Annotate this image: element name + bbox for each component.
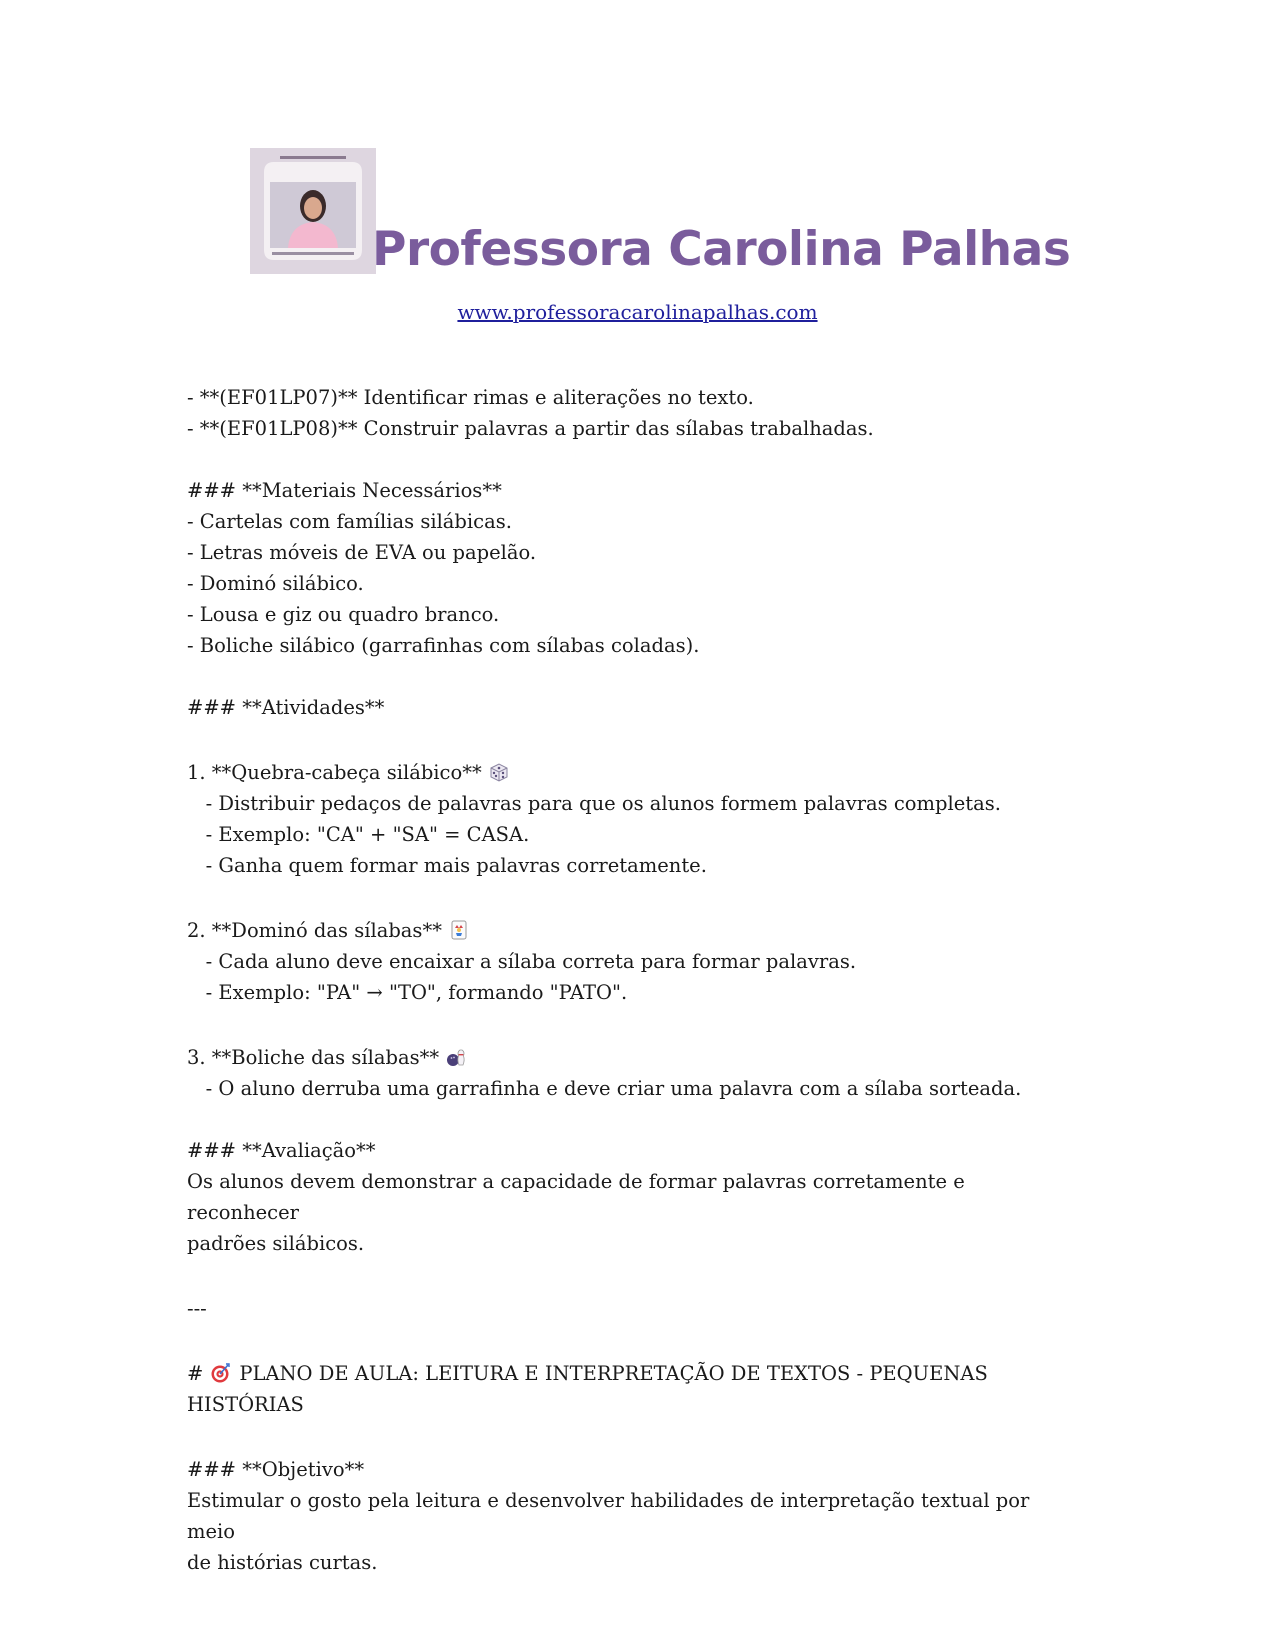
evaluation-text: Os alunos devem demonstrar a capacidade de formar palavras corretamente e reconhecer (187, 1170, 971, 1224)
site-title: Professora Carolina Palhas (372, 222, 1071, 277)
activity-detail: - Exemplo: "CA" + "SA" = CASA. (187, 823, 530, 846)
website-link[interactable]: www.professoracarolinapalhas.com (457, 300, 818, 324)
website-link-container (0, 300, 1275, 324)
activity-title: 1. **Quebra-cabeça silábico** (187, 757, 1067, 788)
material-item: - Dominó silábico. (187, 572, 364, 595)
joker-card-icon (448, 919, 470, 941)
dice-icon (488, 761, 510, 783)
material-item: - Cartelas com famílias silábicas. (187, 510, 512, 533)
evaluation-text: padrões silábicos. (187, 1232, 365, 1255)
page-header (0, 0, 1275, 340)
activity-detail: - Cada aluno deve encaixar a sílaba correta para formar palavras. (187, 950, 857, 973)
objective-line: - **(EF01LP08)** Construir palavras a partir das sílabas trabalhadas. (187, 417, 874, 440)
material-item: - Letras móveis de EVA ou papelão. (187, 541, 537, 564)
activity-detail: - O aluno derruba uma garrafinha e deve criar uma palavra com a sílaba sorteada. (187, 1077, 1022, 1100)
objective-text: Estimular o gosto pela leitura e desenvolver habilidades de interpretação textual por meio (187, 1489, 1036, 1543)
objective-text: de histórias curtas. (187, 1551, 378, 1574)
target-icon (209, 1362, 231, 1384)
materials-heading: ### **Materiais Necessários** (187, 479, 502, 502)
activities-heading: ### **Atividades** (187, 696, 385, 719)
objective-heading: ### **Objetivo** (187, 1458, 365, 1481)
activity-detail: - Distribuir pedaços de palavras para que os alunos formem palavras completas. (187, 792, 1001, 815)
activity-detail: - Exemplo: "PA" → "TO", formando "PATO". (187, 981, 628, 1004)
activity-title: 3. **Boliche das sílabas** (187, 1042, 1067, 1073)
separator: --- (187, 1297, 207, 1320)
bowling-icon (445, 1046, 467, 1068)
plan-title: # PLANO DE AULA: LEITURA E INTERPRETAÇÃO DE TEXTOS - PEQUENAS HISTÓRIAS (187, 1362, 995, 1416)
material-item: - Lousa e giz ou quadro branco. (187, 603, 500, 626)
activity-detail: - Ganha quem formar mais palavras corretamente. (187, 854, 707, 877)
objective-line: - **(EF01LP07)** Identificar rimas e aliterações no texto. (187, 386, 754, 409)
logo-image (250, 148, 376, 274)
evaluation-heading: ### **Avaliação** (187, 1139, 376, 1162)
material-item: - Boliche silábico (garrafinhas com sílabas coladas). (187, 634, 700, 657)
document-body (187, 382, 1067, 1578)
activity-title: 2. **Dominó das sílabas** (187, 915, 1067, 946)
